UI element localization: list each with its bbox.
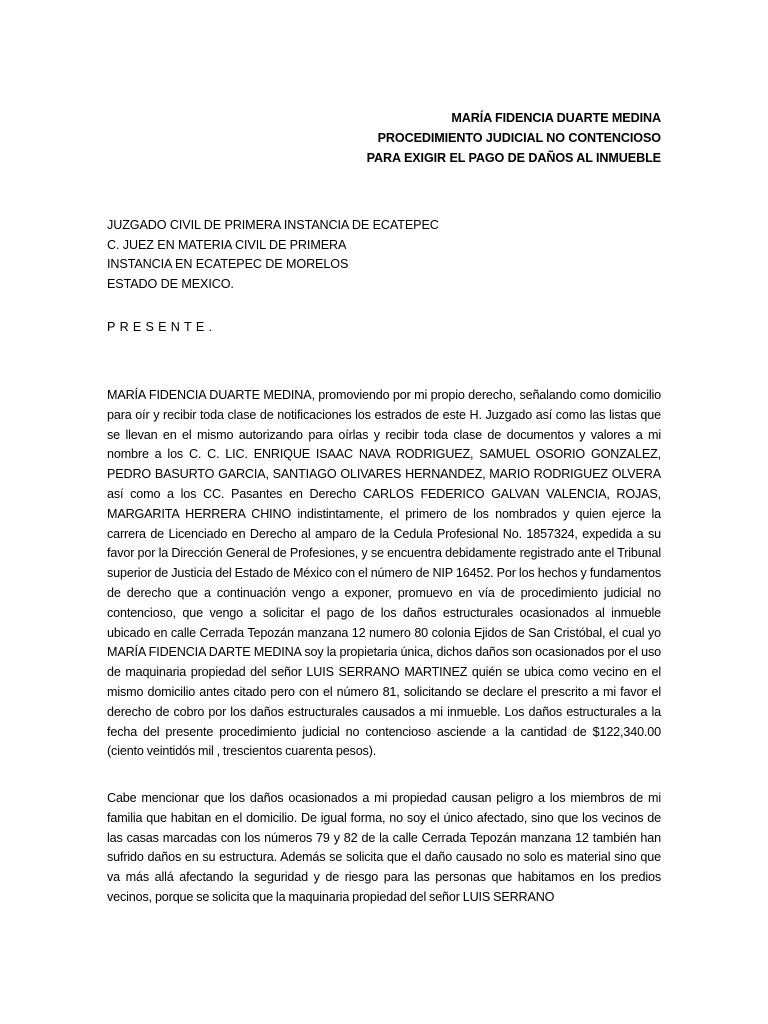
body-paragraph-1: MARÍA FIDENCIA DUARTE MEDINA, promoviendo por mi propio derecho, señalando como domicilio para oír y recibir toda clase de notificaciones los estrados de este H. Juzgado así como las listas que se llevan en el mismo autorizando para oírlas y recibir toda clase de documentos y valores a mi nombre a los C. C. LIC. ENRIQUE ISAAC NAVA RODRIGUEZ, SAMUEL OSORIO GONZALEZ, PEDRO BASURTO GARCIA, SANTIAGO OLIVARES HERNANDEZ, MARIO RODRIGUEZ OLVERA así como a los CC. Pasantes en Derecho CARLOS FEDERICO GALVAN VALENCIA, ROJAS, MARGARITA HERRERA CHINO indistintamente, el primero de los nombrados y quien ejerce la carrera de Licenciado en Derecho al amparo de la Cedula Profesional No. 1857324, expedida a su favor por la Dirección General de Profesiones, y se encuentra debidamente registrado ante el Tribunal superior de Justicia del Estado de México con el número de NIP 16452. Por los hechos y fundamentos de derecho que a continuación vengo a exponer, promuevo en vía de procedimiento judicial no contencioso, que vengo a solicitar el pago de los daños estructurales ocasionados al inmueble ubicado en calle Cerrada Tepozán manzana 12 numero 80 colonia Ejidos de San Cristóbal, el cual yo MARÍA FIDENCIA DARTE MEDINA soy la propietaria única, dichos daños son ocasionados por el uso de maquinaria propiedad del señor LUIS SERRANO MARTINEZ quién se ubica como vecino en el mismo domicilio antes citado pero con el número 81, solicitando se declare el prescrito a mi favor el derecho de cobro por los daños estructurales causados a mi inmueble. Los daños estructurales a la fecha del presente procedimiento judicial no contencioso asciende a la cantidad de $122,340.00 (ciento veintidós mil , trescientos cuarenta pesos). <box>107 388 661 759</box>
addressee-block <box>107 216 439 294</box>
body-paragraph-2: Cabe mencionar que los daños ocasionados a mi propiedad causan peligro a los miembros de mi familia que habitan en el domicilio. De igual forma, no soy el único afectado, sino que los vecinos de las casas marcadas con los números 79 y 82 de la calle Cerrada Tepozán manzana 12 también han sufrido daños en su estructura. Además se solicita que el daño causado no solo es material sino que va más allá afectando la seguridad y de riesgo para las personas que habitamos en los predios vecinos, porque se solicita que la maquinaria propiedad del señor LUIS SERRANO <box>107 791 661 904</box>
addressee-instance: INSTANCIA EN ECATEPEC DE MORELOS <box>107 257 349 271</box>
addressee-state: ESTADO DE MEXICO. <box>107 276 234 291</box>
header-author: MARÍA FIDENCIA DUARTE MEDINA <box>451 111 661 125</box>
addressee-judge: C. JUEZ EN MATERIA CIVIL DE PRIMERA <box>107 237 347 252</box>
presente-heading: PRESENTE. <box>107 320 217 334</box>
header-purpose: PARA EXIGIR EL PAGO DE DAÑOS AL INMUEBLE <box>366 151 661 165</box>
header-procedure: PROCEDIMIENTO JUDICIAL NO CONTENCIOSO <box>377 131 661 145</box>
addressee-court: JUZGADO CIVIL DE PRIMERA INSTANCIA DE ECATEPEC <box>107 218 439 232</box>
document-header <box>367 108 661 168</box>
